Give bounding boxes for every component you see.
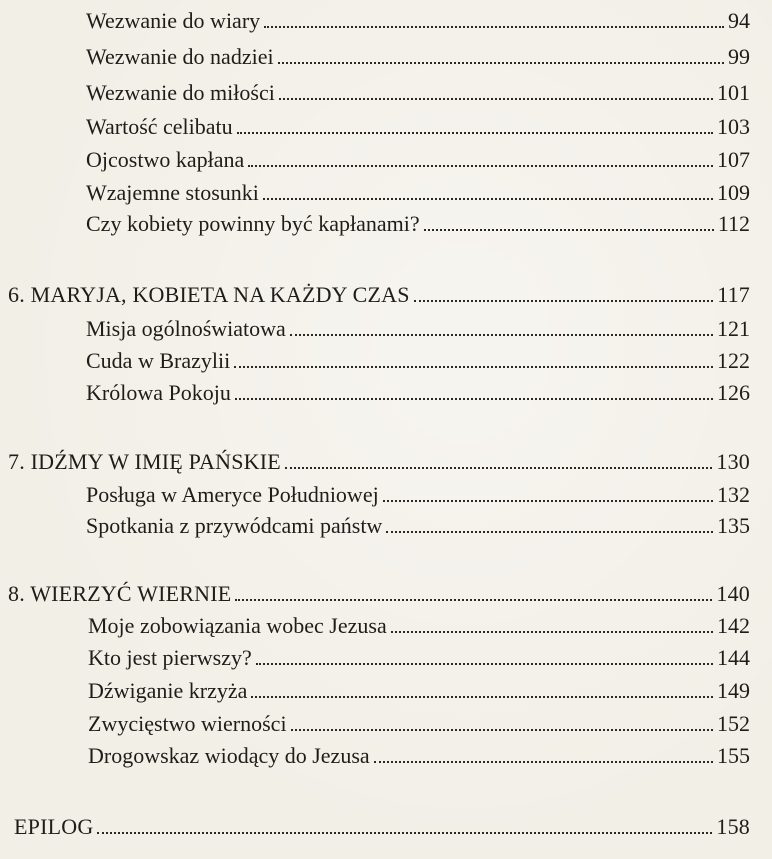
toc-entry xyxy=(86,513,750,539)
toc-entry-page: 135 xyxy=(717,513,750,538)
toc-entry-title: Kto jest pierwszy? xyxy=(88,645,252,670)
toc-entry-page: 144 xyxy=(717,645,750,670)
toc-leader-dots xyxy=(374,760,713,763)
toc-entry xyxy=(86,8,750,34)
toc-entry-page: 142 xyxy=(717,613,750,638)
toc-leader-dots xyxy=(291,728,713,731)
toc-entry-title: Wezwanie do wiary xyxy=(86,8,261,33)
toc-entry-title: Ojcostwo kapłana xyxy=(86,147,245,172)
toc-entry-page: 101 xyxy=(717,80,750,105)
toc-entry-title: Misja ogólnoświatowa xyxy=(86,316,286,341)
toc-entry xyxy=(86,44,750,70)
toc-entry-page: 107 xyxy=(717,147,750,172)
toc-entry xyxy=(86,80,750,106)
toc-chapter-entry xyxy=(14,814,750,840)
toc-entry-title: Moje zobowiązania wobec Jezusa xyxy=(88,613,387,638)
toc-entry-title: Wartość celibatu xyxy=(86,114,233,139)
toc-leader-dots xyxy=(263,197,713,200)
toc-entry-page: 155 xyxy=(717,743,750,768)
toc-entry-page: 109 xyxy=(717,180,750,205)
toc-entry xyxy=(86,482,750,508)
toc-entry-title: Spotkania z przywódcami państw xyxy=(86,513,383,538)
toc-entry-title: Dźwiganie krzyża xyxy=(88,678,248,703)
toc-leader-dots xyxy=(279,97,713,100)
toc-leader-dots xyxy=(235,397,713,400)
toc-entry xyxy=(86,147,750,173)
toc-entry-page: 112 xyxy=(717,211,750,236)
toc-entry xyxy=(86,211,750,237)
toc-leader-dots xyxy=(278,61,724,64)
toc-leader-dots xyxy=(97,831,712,834)
toc-entry xyxy=(86,348,750,374)
toc-entry-page: 121 xyxy=(717,316,750,341)
toc-entry-page: 117 xyxy=(717,282,750,307)
toc-leader-dots xyxy=(264,25,724,28)
toc-entry xyxy=(86,180,750,206)
toc-leader-dots xyxy=(414,299,714,302)
toc-entry xyxy=(88,711,750,737)
toc-entry-page: 122 xyxy=(717,348,750,373)
toc-chapter-title: EPILOG xyxy=(14,814,94,839)
toc-entry-page: 99 xyxy=(728,44,750,69)
toc-leader-dots xyxy=(391,630,713,633)
toc-entry-page: 132 xyxy=(717,482,750,507)
toc-chapter-title: 6. MARYJA, KOBIETA NA KAŻDY CZAS xyxy=(8,282,410,307)
toc-leader-dots xyxy=(290,333,713,336)
toc-entry xyxy=(86,380,750,406)
toc-chapter-entry xyxy=(8,449,750,475)
toc-leader-dots xyxy=(256,662,713,665)
toc-leader-dots xyxy=(383,499,713,502)
toc-leader-dots xyxy=(424,228,714,231)
toc-leader-dots xyxy=(235,598,712,601)
toc-leader-dots xyxy=(248,164,713,167)
toc-chapter-title: 8. WIERZYĆ WIERNIE xyxy=(8,581,232,606)
toc-entry-title: Królowa Pokoju xyxy=(86,380,231,405)
toc-chapter-entry xyxy=(8,581,750,607)
toc-entry-page: 158 xyxy=(716,814,750,839)
toc-chapter-title: 7. IDŹMY W IMIĘ PAŃSKIE xyxy=(8,449,281,474)
toc-entry-page: 103 xyxy=(717,114,750,139)
toc-entry xyxy=(88,743,750,769)
toc-entry-title: Drogowskaz wiodący do Jezusa xyxy=(88,743,370,768)
toc-entry xyxy=(86,316,750,342)
toc-entry xyxy=(88,678,750,704)
toc-leader-dots xyxy=(237,131,713,134)
toc-entry-page: 130 xyxy=(716,449,750,474)
toc-entry-title: Zwycięstwo wierności xyxy=(88,711,287,736)
toc-entry-page: 152 xyxy=(717,711,750,736)
toc-leader-dots xyxy=(234,365,713,368)
toc-chapter-entry xyxy=(8,282,750,308)
toc-entry xyxy=(88,613,750,639)
toc-leader-dots xyxy=(251,695,713,698)
toc-entry-title: Cuda w Brazylii xyxy=(86,348,231,373)
toc-entry-page: 126 xyxy=(717,380,750,405)
toc-entry-title: Czy kobiety powinny być kapłanami? xyxy=(86,211,420,236)
toc-leader-dots xyxy=(285,466,713,469)
toc-entry xyxy=(88,645,750,671)
toc-entry xyxy=(86,114,750,140)
toc-entry-page: 149 xyxy=(717,678,750,703)
toc-entry-title: Wezwanie do miłości xyxy=(86,80,275,105)
toc-entry-page: 140 xyxy=(716,581,750,606)
toc-entry-title: Wzajemne stosunki xyxy=(86,180,259,205)
toc-entry-title: Posługa w Ameryce Południowej xyxy=(86,482,379,507)
toc-entry-title: Wezwanie do nadziei xyxy=(86,44,274,69)
toc-entry-page: 94 xyxy=(728,8,750,33)
toc-leader-dots xyxy=(386,530,713,533)
